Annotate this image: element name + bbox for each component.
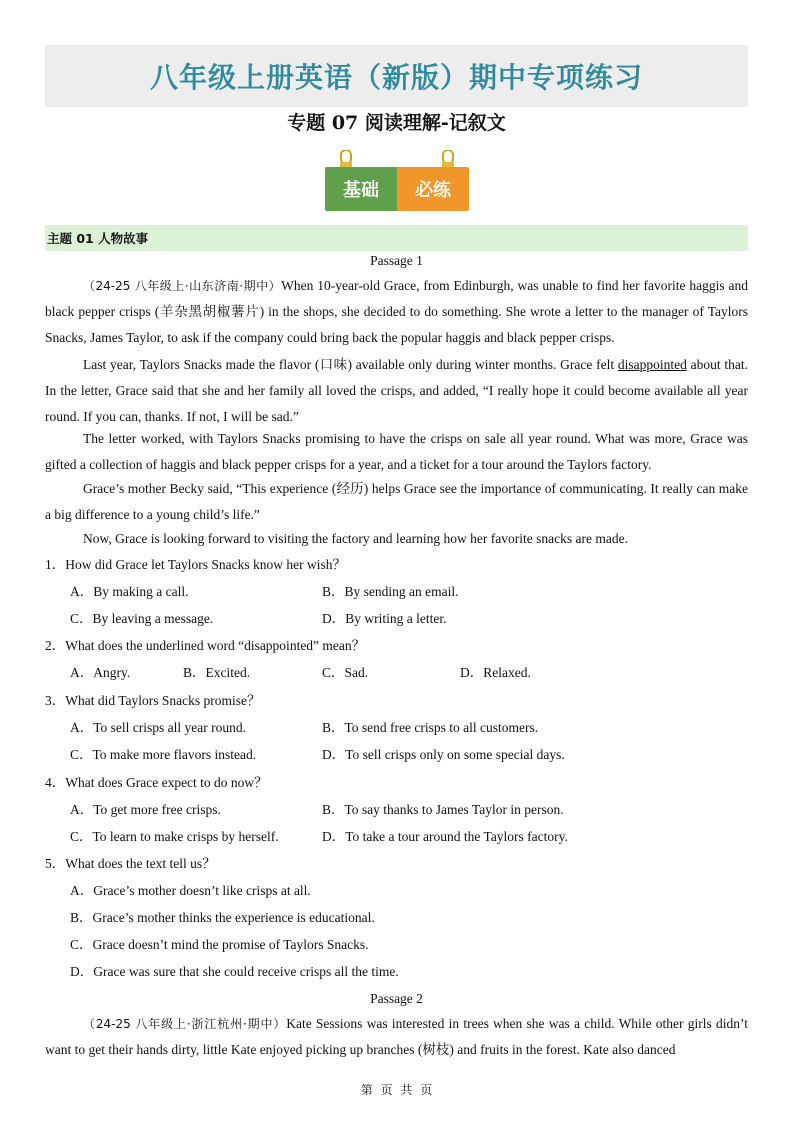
- passage-1-paragraph-2: [45, 352, 748, 430]
- passage-1-heading: Passage 1: [370, 253, 423, 268]
- question-4-option-c: C．To learn to make crisps by herself.: [70, 829, 279, 844]
- topic-label: 主题 01 人物故事: [47, 231, 149, 246]
- question-3-stem: 3．What did Taylors Snacks promise？: [45, 693, 261, 708]
- badge-left-label: 基础: [325, 167, 397, 211]
- question-2-option-c: C．Sad.: [322, 665, 369, 680]
- passage-2-heading: Passage 2: [370, 991, 423, 1006]
- question-3-option-c: C．To make more flavors instead.: [70, 747, 257, 762]
- question-4-option-b: B．To say thanks to James Taylor in person.: [322, 802, 564, 817]
- question-5-option-a: A．Grace’s mother doesn’t like crisps at all.: [70, 883, 311, 898]
- badge-right-label: 必练: [397, 167, 469, 211]
- paragraph-text: Kate Sessions was interested in trees when she was a child. While other girls didn’t want to get their hands dirty, little Kate enjoyed picking up branches (树枝) and fruits in the forest. Kate also danced: [45, 1016, 748, 1057]
- title-banner: [45, 45, 748, 107]
- question-3-option-d: D．To sell crisps only on some special days.: [322, 747, 565, 762]
- question-5-option-c: C．Grace doesn’t mind the promise of Taylors Snacks.: [70, 937, 369, 952]
- question-3-option-a: A．To sell crisps all year round.: [70, 720, 247, 735]
- question-4-option-a: A．To get more free crisps.: [70, 802, 221, 817]
- question-1-option-c: C．By leaving a message.: [70, 611, 214, 626]
- question-5-option-d: D．Grace was sure that she could receive crisps all the time.: [70, 964, 399, 979]
- question-5-option-b: B．Grace’s mother thinks the experience is educational.: [70, 910, 375, 925]
- question-4-stem: 4．What does Grace expect to do now？: [45, 775, 268, 790]
- underlined-word: disappointed: [617, 357, 687, 372]
- question-2-option-a: A．Angry.: [70, 665, 131, 680]
- source-tag: （24-25 八年级上·山东济南·期中）: [83, 279, 282, 293]
- passage-1-paragraph-1: [45, 273, 748, 351]
- passage-1-paragraph-3: The letter worked, with Taylors Snacks promising to have the crisps on sale all year round. What was more, Grace was gifted a collection of haggis and black pepper crisps for a year, and a ticket for a tour around the Taylors factory.: [45, 431, 748, 472]
- source-tag: （24-25 八年级上·浙江杭州·期中）: [83, 1017, 287, 1031]
- passage-1-paragraph-5: Now, Grace is looking forward to visiting the factory and learning how her favorite snacks are made.: [83, 531, 628, 546]
- question-1-stem: 1．How did Grace let Taylors Snacks know her wish？: [45, 557, 347, 572]
- question-1-option-a: A．By making a call.: [70, 584, 189, 599]
- question-2-option-b: B．Excited.: [183, 665, 251, 680]
- passage-2-paragraph-1: [45, 1011, 748, 1063]
- question-2-option-d: D．Relaxed.: [460, 665, 531, 680]
- paragraph-text: Last year, Taylors Snacks made the flavor (口味) available only during winter months. Grace felt: [83, 357, 618, 372]
- question-2-stem: 2．What does the underlined word “disappointed” mean？: [45, 638, 366, 653]
- banner-title: 八年级上册英语（新版）期中专项练习: [149, 61, 643, 94]
- question-1-option-b: B．By sending an email.: [322, 584, 459, 599]
- topic-bar: [45, 225, 748, 251]
- paragraph-text: about that. In the letter, Grace said that she and her family all loved the crisps, and added, “I really hope it could become available all year round. If you can, thanks. If not, I will be sad.”: [45, 357, 748, 424]
- question-5-stem: 5．What does the text tell us？: [45, 856, 216, 871]
- passage-1-paragraph-4: Grace’s mother Becky said, “This experience (经历) helps Grace see the importance of communicating. It really can make a big difference to a young child’s life.”: [45, 481, 748, 522]
- page-subtitle: 专题 07 阅读理解-记叙文: [287, 112, 506, 134]
- badge-basic-practice: [325, 150, 469, 212]
- paragraph-text: When 10-year-old Grace, from Edinburgh, was unable to find her favorite haggis and black pepper crisps (羊杂黑胡椒薯片) in the shops, she decided to do something. She wrote a letter to the manager of Taylors Snacks, James Taylor, to ask if the company could bring back the popular haggis and black pepper crisps.: [45, 278, 748, 345]
- page-footer: 第 页 共 页: [360, 1083, 433, 1097]
- question-3-option-b: B．To send free crisps to all customers.: [322, 720, 539, 735]
- question-1-option-d: D．By writing a letter.: [322, 611, 447, 626]
- question-4-option-d: D．To take a tour around the Taylors factory.: [322, 829, 568, 844]
